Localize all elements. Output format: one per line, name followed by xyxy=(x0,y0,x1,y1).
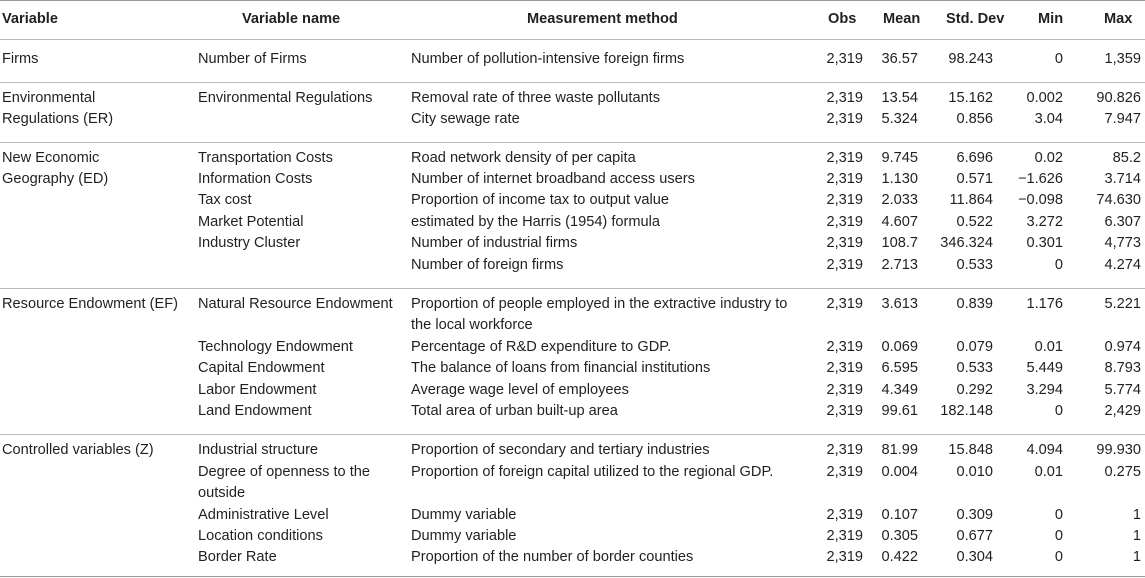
stat-min: 0 xyxy=(1054,403,1063,419)
stat-obs: 2,319 xyxy=(826,90,863,106)
stat-obs: 2,319 xyxy=(826,360,863,376)
variable-name: Market Potential xyxy=(198,214,304,230)
stat-obs: 2,319 xyxy=(826,235,863,251)
stat-max: 1 xyxy=(1132,507,1141,523)
variable-name: Border Rate xyxy=(198,549,277,565)
stat-min: 5.449 xyxy=(1026,360,1063,376)
stat-sd: 0.079 xyxy=(956,339,993,355)
variable-name: Industry Cluster xyxy=(198,235,301,251)
header-variable-name: Variable name xyxy=(242,11,341,27)
stat-max: 2,429 xyxy=(1104,403,1141,419)
variable-name: Administrative Level xyxy=(198,507,329,523)
measurement-method: Percentage of R&D expenditure to GDP. xyxy=(411,339,672,355)
stat-mean: 9.745 xyxy=(881,150,918,166)
stat-mean: 1.130 xyxy=(881,171,918,187)
stat-sd: 6.696 xyxy=(956,150,993,166)
stat-mean: 3.613 xyxy=(881,296,918,312)
variable-name: Industrial structure xyxy=(198,442,319,458)
stat-mean: 6.595 xyxy=(881,360,918,376)
top-rule xyxy=(0,0,1145,1)
stat-min: 0.01 xyxy=(1034,464,1063,480)
stat-min: 0 xyxy=(1054,528,1063,544)
stat-max: 0.275 xyxy=(1104,464,1141,480)
stat-sd: 0.522 xyxy=(956,214,993,230)
stat-obs: 2,319 xyxy=(826,442,863,458)
stat-sd: 0.533 xyxy=(956,360,993,376)
stat-max: 7.947 xyxy=(1104,111,1141,127)
stat-max: 99.930 xyxy=(1096,442,1141,458)
group-variable: New Economic Geography (ED) xyxy=(2,150,109,188)
measurement-method: Number of internet broadband access users xyxy=(411,171,695,187)
variable-name: Degree of openness to the outside xyxy=(198,464,371,502)
stat-obs: 2,319 xyxy=(826,549,863,565)
stat-min: 0.02 xyxy=(1034,150,1063,166)
stat-obs: 2,319 xyxy=(826,257,863,273)
stat-mean: 36.57 xyxy=(881,51,918,67)
stat-mean: 2.033 xyxy=(881,192,918,208)
variable-name: Land Endowment xyxy=(198,403,312,419)
header-max: Max xyxy=(1104,11,1133,27)
stat-sd: 0.571 xyxy=(956,171,993,187)
measurement-method: Proportion of the number of border counties xyxy=(411,549,694,565)
stat-obs: 2,319 xyxy=(826,111,863,127)
stat-obs: 2,319 xyxy=(826,528,863,544)
header-variable: Variable xyxy=(2,11,58,27)
stat-mean: 4.349 xyxy=(881,382,918,398)
group-rule xyxy=(0,142,1145,143)
measurement-method: Removal rate of three waste pollutants xyxy=(411,90,661,106)
measurement-method: Average wage level of employees xyxy=(411,382,629,398)
stat-min: 0.301 xyxy=(1026,235,1063,251)
stat-sd: 0.309 xyxy=(956,507,993,523)
variable-name: Location conditions xyxy=(198,528,323,544)
stat-min: 3.294 xyxy=(1026,382,1063,398)
group-variable: Firms xyxy=(2,51,39,67)
stat-sd: 15.162 xyxy=(948,90,993,106)
stat-obs: 2,319 xyxy=(826,150,863,166)
measurement-method: Proportion of income tax to output value xyxy=(411,192,669,208)
stat-sd: 0.677 xyxy=(956,528,993,544)
header-min: Min xyxy=(1038,11,1064,27)
stat-sd: 0.839 xyxy=(956,296,993,312)
stat-mean: 0.069 xyxy=(881,339,918,355)
stat-max: 8.793 xyxy=(1104,360,1141,376)
stat-obs: 2,319 xyxy=(826,214,863,230)
variable-name: Transportation Costs xyxy=(198,150,333,166)
stat-min: 0.002 xyxy=(1026,90,1063,106)
measurement-method: Proportion of secondary and tertiary industries xyxy=(411,442,710,458)
measurement-method: City sewage rate xyxy=(411,111,520,127)
stat-min: 0.01 xyxy=(1034,339,1063,355)
stat-min: 0 xyxy=(1054,549,1063,565)
measurement-method: estimated by the Harris (1954) formula xyxy=(411,214,661,230)
stat-mean: 99.61 xyxy=(881,403,918,419)
stat-mean: 2.713 xyxy=(881,257,918,273)
stat-min: 0 xyxy=(1054,507,1063,523)
stat-sd: 15.848 xyxy=(948,442,993,458)
stat-mean: 81.99 xyxy=(881,442,918,458)
group-variable: Resource Endowment (EF) xyxy=(2,296,179,312)
measurement-method: Proportion of foreign capital utilized to the regional GDP. xyxy=(411,464,774,480)
stat-mean: 0.305 xyxy=(881,528,918,544)
stat-mean: 108.7 xyxy=(881,235,918,251)
variable-name: Natural Resource Endowment xyxy=(198,296,393,312)
variable-name: Tax cost xyxy=(198,192,252,208)
stat-mean: 0.107 xyxy=(881,507,918,523)
stat-min: 0 xyxy=(1054,51,1063,67)
stat-max: 1,359 xyxy=(1104,51,1141,67)
header-sd: Std. Dev xyxy=(946,11,1005,27)
stat-obs: 2,319 xyxy=(826,51,863,67)
measurement-method: Road network density of per capita xyxy=(411,150,636,166)
stat-mean: 5.324 xyxy=(881,111,918,127)
stat-obs: 2,319 xyxy=(826,464,863,480)
stat-min: 3.04 xyxy=(1034,111,1063,127)
group-rule xyxy=(0,434,1145,435)
stat-sd: 0.533 xyxy=(956,257,993,273)
stat-obs: 2,319 xyxy=(826,296,863,312)
stat-max: 5.774 xyxy=(1104,382,1141,398)
stat-min: −1.626 xyxy=(1017,171,1063,187)
measurement-method: Dummy variable xyxy=(411,528,517,544)
stat-min: −0.098 xyxy=(1017,192,1063,208)
header-obs: Obs xyxy=(828,11,857,27)
stat-max: 1 xyxy=(1132,528,1141,544)
stat-max: 4,773 xyxy=(1104,235,1141,251)
stat-obs: 2,319 xyxy=(826,339,863,355)
group-variable: Controlled variables (Z) xyxy=(2,442,154,458)
stat-max: 4.274 xyxy=(1104,257,1141,273)
stat-min: 0 xyxy=(1054,257,1063,273)
bottom-rule xyxy=(0,576,1145,577)
variable-name: Environmental Regulations xyxy=(198,90,373,106)
stat-min: 3.272 xyxy=(1026,214,1063,230)
stat-obs: 2,319 xyxy=(826,507,863,523)
stat-sd: 0.010 xyxy=(956,464,993,480)
stat-mean: 0.004 xyxy=(881,464,918,480)
measurement-method: Number of industrial firms xyxy=(411,235,578,251)
measurement-method: The balance of loans from financial institutions xyxy=(411,360,711,376)
stat-obs: 2,319 xyxy=(826,192,863,208)
group-rule xyxy=(0,82,1145,83)
stat-max: 5.221 xyxy=(1104,296,1141,312)
variable-name: Labor Endowment xyxy=(198,382,317,398)
stat-max: 3.714 xyxy=(1104,171,1141,187)
stat-sd: 11.864 xyxy=(949,192,993,208)
header-measurement: Measurement method xyxy=(527,11,678,27)
stat-obs: 2,319 xyxy=(826,171,863,187)
variable-name: Number of Firms xyxy=(198,51,307,67)
measurement-method: Number of foreign firms xyxy=(411,257,564,273)
stat-sd: 0.856 xyxy=(956,111,993,127)
stat-max: 90.826 xyxy=(1096,90,1141,106)
stat-max: 1 xyxy=(1132,549,1141,565)
variable-name: Information Costs xyxy=(198,171,313,187)
measurement-method: Number of pollution-intensive foreign firms xyxy=(411,51,685,67)
stat-sd: 0.304 xyxy=(956,549,993,565)
stat-mean: 13.54 xyxy=(881,90,918,106)
stat-mean: 0.422 xyxy=(881,549,918,565)
measurement-method: Proportion of people employed in the extractive industry to the local workforce xyxy=(411,296,788,334)
stat-min: 4.094 xyxy=(1026,442,1063,458)
variable-name: Technology Endowment xyxy=(198,339,353,355)
stat-max: 74.630 xyxy=(1096,192,1141,208)
stat-max: 0.974 xyxy=(1104,339,1141,355)
stat-sd: 182.148 xyxy=(940,403,993,419)
measurement-method: Dummy variable xyxy=(411,507,517,523)
header-mean: Mean xyxy=(883,11,921,27)
stat-max: 85.2 xyxy=(1112,150,1141,166)
group-rule xyxy=(0,288,1145,289)
stat-obs: 2,319 xyxy=(826,403,863,419)
stat-sd: 98.243 xyxy=(948,51,993,67)
group-variable: Environmental Regulations (ER) xyxy=(2,90,114,128)
stat-obs: 2,319 xyxy=(826,382,863,398)
stat-max: 6.307 xyxy=(1104,214,1141,230)
stat-min: 1.176 xyxy=(1026,296,1063,312)
variable-name: Capital Endowment xyxy=(198,360,325,376)
stat-sd: 0.292 xyxy=(956,382,993,398)
measurement-method: Total area of urban built-up area xyxy=(411,403,618,419)
stat-sd: 346.324 xyxy=(940,235,993,251)
header-rule xyxy=(0,39,1145,40)
stat-mean: 4.607 xyxy=(881,214,918,230)
